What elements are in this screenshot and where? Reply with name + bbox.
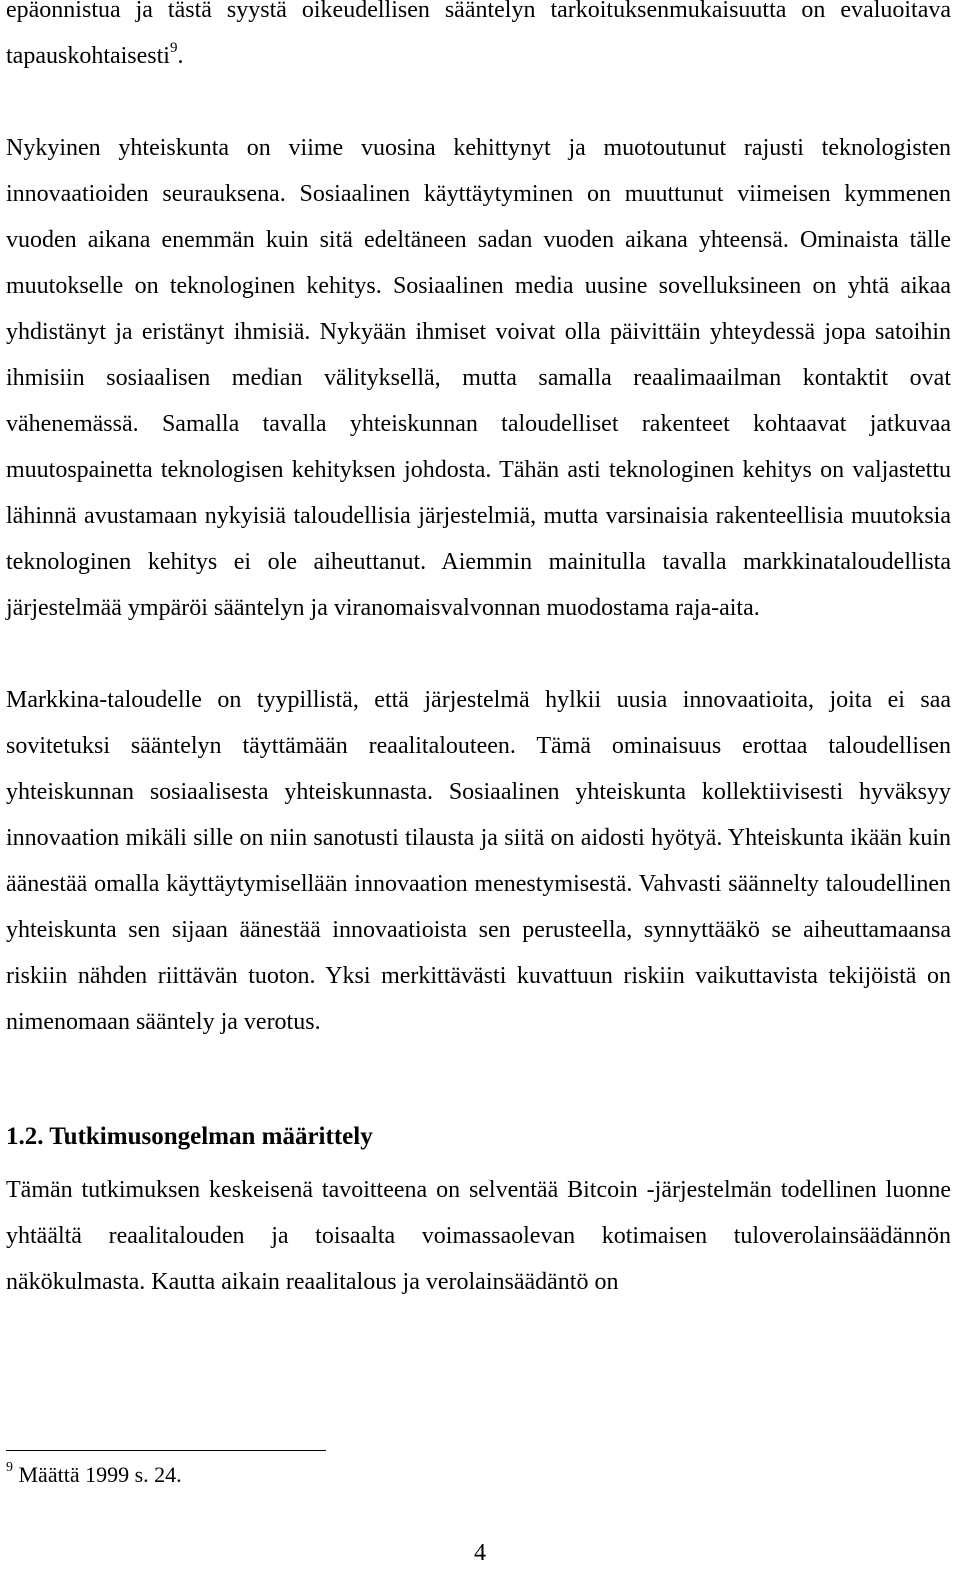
page-number: 4 — [474, 1540, 486, 1566]
paragraph-text: epäonnistua ja tästä syystä oikeudellisen sääntelyn tarkoituksenmukaisuutta on evaluoitava tapauskohtaisesti — [6, 0, 951, 69]
paragraph-end: . — [177, 43, 184, 69]
paragraph-gap — [6, 631, 951, 677]
footnote-number: 9 — [6, 1459, 13, 1475]
document-page — [6, 0, 951, 1305]
footnote-text: Määttä 1999 s. 24. — [18, 1462, 182, 1487]
paragraph-research-goal: Tämän tutkimuksen keskeisenä tavoitteena on selventää Bitcoin -järjestelmän todellinen luonne yhtäältä reaalitalouden ja toisaalta voimassaolevan kotimaisen tuloverolainsäädännön näkökulmasta. Kautta aikain reaalitalous ja verolainsäädäntö on — [6, 1177, 951, 1295]
paragraph-market-economy: Markkina-taloudelle on tyypillistä, että järjestelmä hylkii uusia innovaatioita, joita ei saa sovitetuksi sääntelyn täyttämään reaalitalouteen. Tämä ominaisuus erottaa taloudellisen yhteiskunnan sosiaalisesta yhteiskunnasta. Sosiaalinen yhteiskunta kollektiivisesti hyväksyy innovaation mikäli sille on niin sanotusti tilausta ja siitä on aidosti hyötyä. Yhteiskunta ikään kuin äänestää omalla käyttäytymisellään innovaation menestymisestä. Vahvasti säännelty taloudellinen yhteiskunta sen sijaan äänestää innovaatioista sen perusteella, synnyttääkö se aiheuttamaansa riskiin nähden riittävän tuoton. Yksi merkittävästi kuvattuun riskiin vaikuttavista tekijöistä on nimenomaan sääntely ja verotus. — [6, 687, 951, 1035]
paragraph-technology: Nykyinen yhteiskunta on viime vuosina kehittynyt ja muotoutunut rajusti teknologisten innovaatioiden seurauksena. Sosiaalinen käyttäytyminen on muuttunut viimeisen kymmenen vuoden aikana enemmän kuin sitä edeltäneen sadan vuoden aikana yhteensä. Ominaista tälle muutokselle on teknologinen kehitys. Sosiaalinen media uusine sovelluksineen on yhtä aikaa yhdistänyt ja eristänyt ihmisiä. Nykyään ihmiset voivat olla päivittäin yhteydessä jopa satoihin ihmisiin sosiaalisen median välityksellä, mutta samalla reaalimaailman kontaktit ovat vähenemässä. Samalla tavalla yhteiskunnan taloudelliset rakenteet kohtaavat jatkuvaa muutospainetta teknologisen kehityksen johdosta. Tähän asti teknologinen kehitys on valjastettu lähinnä avustamaan nykyisiä taloudellisia järjestelmiä, mutta varsinaisia rakenteellisia muutoksia teknologinen kehitys ei ole aiheuttanut. Aiemmin mainitulla tavalla markkinataloudellista järjestelmää ympäröi sääntelyn ja viranomaisvalvonnan muodostama raja-aita. — [6, 135, 951, 621]
paragraph-continuation — [6, 0, 951, 79]
footnote-separator — [6, 1450, 326, 1451]
footnote — [6, 1459, 182, 1488]
footnote-reference[interactable]: 9 — [169, 40, 178, 56]
paragraph-gap — [6, 79, 951, 125]
section-heading: 1.2. Tutkimusongelman määrittely — [6, 1123, 373, 1150]
